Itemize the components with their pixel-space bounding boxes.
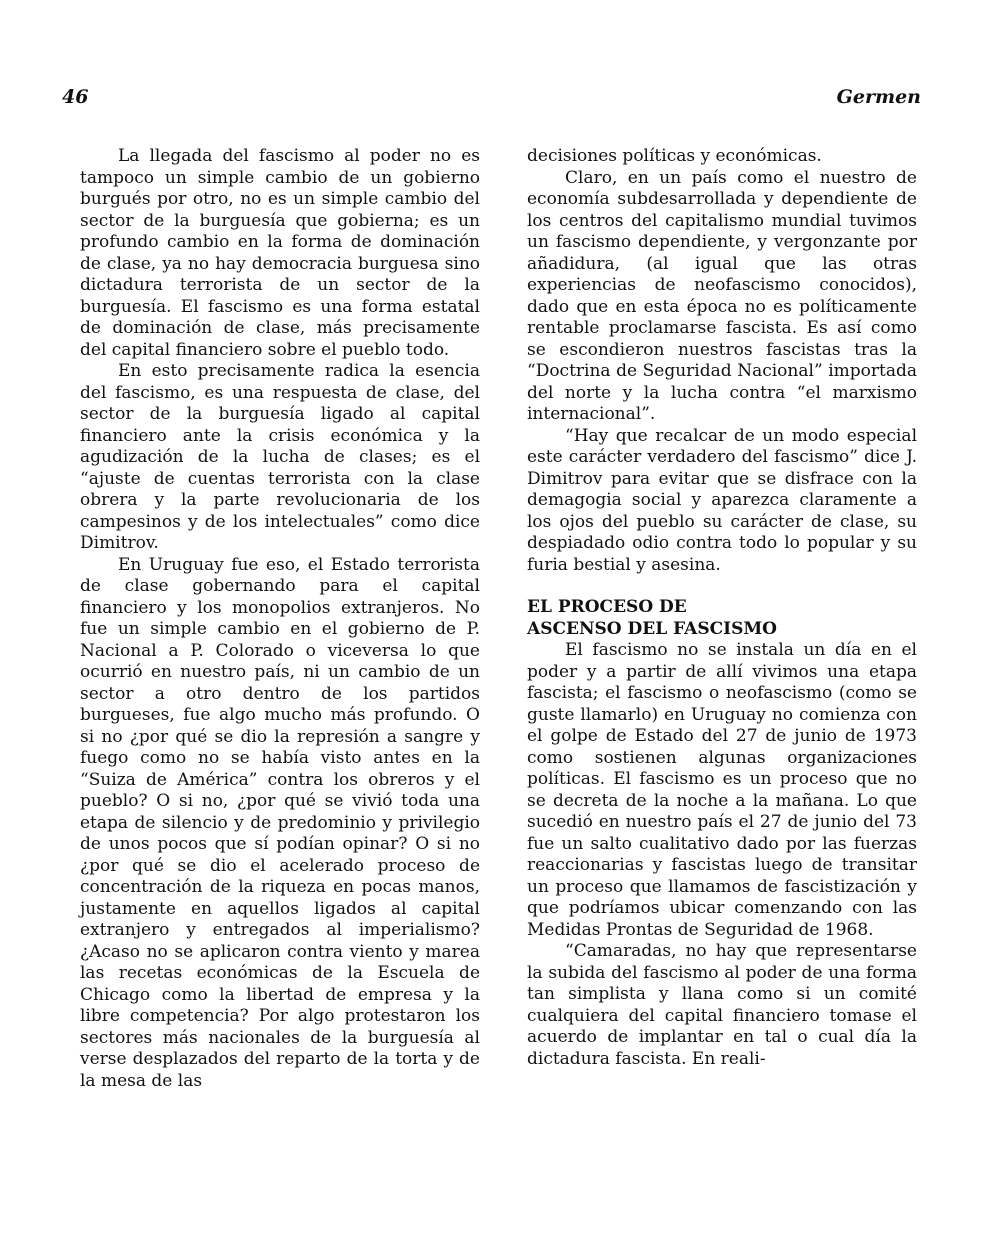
paragraph: En Uruguay fue eso, el Estado terrorista de clase gobernando para el capital financiero y los monopolios extranjeros. No fue un simple cambio en el gobierno de P. Nacional a P. Colorado o viceversa lo que ocurrió en nuestro país, ni un cambio de un sector a otro dentro de los partidos burgueses, fue algo mucho más profundo. O si no ¿por qué se dio la represión a sangre y fuego como no se había visto antes en la “Suiza de América” contra los obreros y el pueblo? O si no, ¿por qué se vivió toda una etapa de silencio y de predominio y privilegio de unos pocos que sí podían opinar? O si no ¿por qué se dio el acelerado proceso de concentración de la riqueza en pocas manos, justamente en aquellos ligados al capital extranjero y entregados al imperialismo? ¿Acaso no se aplicaron contra viento y marea las recetas económicas de la Escuela de Chicago como la libertad de empresa y la libre competencia? Por algo protestaron los sectores más nacionales de la burguesía al verse desplazados del reparto de la torta y de la mesa de las (80, 554, 480, 1091)
section-heading-line-2: ASCENSO DEL FASCISMO (527, 618, 777, 639)
paragraph: “Hay que recalcar de un modo especial este carácter verdadero del fascismo” dice J. Dimitrov para evitar que se disfrace con la demagogia social y aparezca claramente a los ojos del pueblo su carácter de clase, su despiadado odio contra todo lo popular y su furia bestial y asesina. (527, 425, 917, 575)
paragraph: decisiones políticas y económicas. (527, 146, 822, 166)
right-column (527, 146, 917, 1070)
paragraph: “Camaradas, no hay que representarse la subida del fascismo al poder de una forma tan simplista y llana como si un comité cualquiera del capital financiero tomase el acuerdo de implantar en tal o cual día la dictadura fascista. En reali- (527, 941, 917, 1069)
section-heading (527, 597, 917, 640)
running-title: Germen (836, 86, 921, 108)
left-column (80, 146, 480, 1092)
paragraph: El fascismo no se instala un día en el poder y a partir de allí vivimos una etapa fascista; el fascismo o neofascismo (como se guste llamarlo) en Uruguay no comienza con el golpe de Estado del 27 de junio de 1973 como sostienen algunas organizaciones políticas. El fascismo es un proceso que no se decreta de la noche a la mañana. Lo que sucedió en nuestro país el 27 de junio del 73 fue un salto cualitativo dado por las fuerzas reaccionarias y fascistas luego de transitar un proceso que llamamos de fascistización y que podríamos ubicar comenzando con las Medidas Prontas de Seguridad de 1968. (527, 640, 917, 940)
paragraph: En esto precisamente radica la esencia del fascismo, es una respuesta de clase, del sector de la burguesía ligado al capital financiero ante la crisis económica y la agudización de la lucha de clases; es el “ajuste de cuentas terrorista con la clase obrera y la parte revolucionaria de los campesinos y de los intelectuales” como dice Dimitrov. (80, 361, 480, 553)
section-heading-line-1: EL PROCESO DE (527, 597, 687, 617)
paragraph: Claro, en un país como el nuestro de economía subdesarrollada y dependiente de los centros del capitalismo mundial tuvimos un fascismo dependiente, y vergonzante por añadidura, (al igual que las otras experiencias de neofascismo conocidos), dado que en esta época no es políticamente rentable proclamarse fascista. Es así como se escondieron nuestros fascistas tras la “Doctrina de Seguridad Nacional” importada del norte y la lucha contra “el marxismo internacional”. (527, 167, 917, 424)
paragraph: La llegada del fascismo al poder no es tampoco un simple cambio de un gobierno burgués por otro, no es un simple cambio del sector de la burguesía que gobierna; es un profundo cambio en la forma de dominación de clase, ya no hay democracia burguesa sino dictadura terrorista de un sector de la burguesía. El fascismo es una forma estatal de dominación de clase, más precisamente del capital financiero sobre el pueblo todo. (80, 146, 480, 360)
page-number: 46 (62, 86, 89, 108)
